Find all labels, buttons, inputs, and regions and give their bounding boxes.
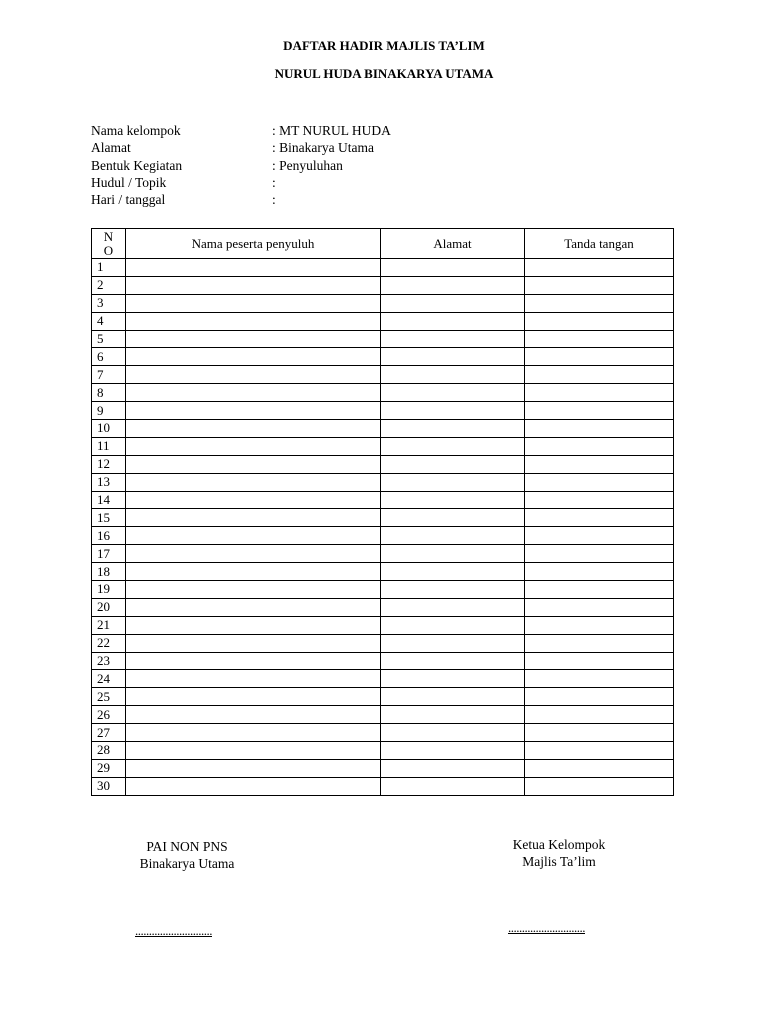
tanda-tangan-cell [525,455,674,473]
nama-cell [126,545,381,563]
table-row [92,294,674,312]
alamat-cell [381,616,525,634]
no-cell: 26 [92,706,126,724]
tanda-tangan-cell [525,742,674,760]
no-cell: 11 [92,437,126,455]
tanda-tangan-cell [525,598,674,616]
nama-cell [126,473,381,491]
table-row [92,509,674,527]
no-cell: 28 [92,742,126,760]
signature-right [484,836,634,870]
nama-cell [126,598,381,616]
alamat-cell [381,437,525,455]
tanda-tangan-cell [525,724,674,742]
info-label: Bentuk Kegiatan [91,157,183,173]
tanda-tangan-cell [525,259,674,277]
table-row [92,652,674,670]
table-row [92,312,674,330]
table-row [92,437,674,455]
alamat-cell [381,473,525,491]
nama-cell [126,330,381,348]
table-row [92,420,674,438]
alamat-cell [381,777,525,795]
nama-cell [126,294,381,312]
info-value: : Binakarya Utama [272,140,374,156]
signature-right-line: ............................ [508,920,585,935]
nama-cell [126,384,381,402]
nama-cell [126,312,381,330]
document-subtitle: NURUL HUDA BINAKARYA UTAMA [274,66,494,81]
table-row [92,759,674,777]
no-cell: 30 [92,777,126,795]
tanda-tangan-cell [525,527,674,545]
nama-cell [126,706,381,724]
alamat-cell [381,581,525,599]
info-row-alamat [91,139,391,156]
document-title: DAFTAR HADIR MAJLIS TA’LIM [283,38,485,53]
tanda-tangan-cell [525,759,674,777]
column-header-no: NO [92,229,126,259]
nama-cell [126,420,381,438]
no-cell: 15 [92,509,126,527]
alamat-cell [381,330,525,348]
alamat-cell [381,652,525,670]
nama-cell [126,777,381,795]
table-row [92,598,674,616]
signature-left-subtitle: Binakarya Utama [139,856,235,871]
alamat-cell [381,634,525,652]
no-cell: 5 [92,330,126,348]
info-row-nama-kelompok [91,122,391,139]
signature-left-line: ............................ [135,923,212,938]
table-row [92,724,674,742]
info-label: Nama kelompok [91,123,181,138]
signature-left [112,838,262,872]
table-row [92,348,674,366]
no-cell: 3 [92,294,126,312]
alamat-cell [381,491,525,509]
info-block [91,122,391,208]
tanda-tangan-cell [525,706,674,724]
alamat-cell [381,563,525,581]
nama-cell [126,563,381,581]
nama-cell [126,276,381,294]
column-header-tanda-tangan: Tanda tangan [525,229,674,259]
no-cell: 29 [92,759,126,777]
table-row [92,616,674,634]
table-row [92,742,674,760]
info-label: Hari / tanggal [91,192,166,208]
no-cell: 14 [92,491,126,509]
table-row [92,688,674,706]
tanda-tangan-cell [525,652,674,670]
alamat-cell [381,402,525,420]
no-cell: 20 [92,598,126,616]
table-body [92,259,674,796]
tanda-tangan-cell [525,688,674,706]
no-cell: 2 [92,276,126,294]
info-label: Alamat [91,140,131,156]
no-cell: 27 [92,724,126,742]
attendance-table [91,228,674,796]
alamat-cell [381,706,525,724]
table-row [92,402,674,420]
alamat-cell [381,276,525,294]
no-cell: 19 [92,581,126,599]
no-cell: 6 [92,348,126,366]
alamat-cell [381,294,525,312]
table-row [92,259,674,277]
nama-cell [126,724,381,742]
alamat-cell [381,348,525,366]
table-row [92,366,674,384]
nama-cell [126,759,381,777]
table-row [92,670,674,688]
nama-cell [126,509,381,527]
tanda-tangan-cell [525,616,674,634]
tanda-tangan-cell [525,384,674,402]
nama-cell [126,688,381,706]
tanda-tangan-cell [525,473,674,491]
nama-cell [126,581,381,599]
nama-cell [126,670,381,688]
table-row [92,706,674,724]
info-row-hari-tanggal [91,191,391,208]
alamat-cell [381,670,525,688]
tanda-tangan-cell [525,402,674,420]
alamat-cell [381,420,525,438]
nama-cell [126,437,381,455]
tanda-tangan-cell [525,437,674,455]
nama-cell [126,455,381,473]
info-value: : [272,174,276,190]
alamat-cell [381,259,525,277]
tanda-tangan-cell [525,670,674,688]
no-cell: 9 [92,402,126,420]
tanda-tangan-cell [525,634,674,652]
no-cell: 25 [92,688,126,706]
no-cell: 12 [92,455,126,473]
tanda-tangan-cell [525,366,674,384]
info-value: : MT NURUL HUDA [272,123,391,138]
no-cell: 16 [92,527,126,545]
no-cell: 4 [92,312,126,330]
tanda-tangan-cell [525,563,674,581]
table-row [92,473,674,491]
nama-cell [126,634,381,652]
nama-cell [126,402,381,420]
signature-right-subtitle: Majlis Ta’lim [522,854,596,869]
table-row [92,491,674,509]
column-header-nama: Nama peserta penyuluh [126,229,381,259]
table-row [92,455,674,473]
table-header-row [92,229,674,259]
alamat-cell [381,598,525,616]
signature-right-title: Ketua Kelompok [512,837,606,852]
table-row [92,581,674,599]
alamat-cell [381,312,525,330]
nama-cell [126,259,381,277]
info-row-hudul-topik [91,174,391,191]
no-cell: 22 [92,634,126,652]
nama-cell [126,652,381,670]
column-header-alamat: Alamat [381,229,525,259]
table-row [92,563,674,581]
table-row [92,777,674,795]
alamat-cell [381,509,525,527]
nama-cell [126,491,381,509]
alamat-cell [381,724,525,742]
no-cell: 1 [92,259,126,277]
tanda-tangan-cell [525,276,674,294]
info-value: : [272,192,276,208]
table-row [92,545,674,563]
tanda-tangan-cell [525,348,674,366]
tanda-tangan-cell [525,420,674,438]
no-cell: 7 [92,366,126,384]
no-cell: 8 [92,384,126,402]
alamat-cell [381,366,525,384]
no-cell: 10 [92,420,126,438]
table-row [92,276,674,294]
info-label: Hudul / Topik [91,174,167,190]
nama-cell [126,348,381,366]
tanda-tangan-cell [525,509,674,527]
nama-cell [126,616,381,634]
no-cell: 17 [92,545,126,563]
no-cell: 23 [92,652,126,670]
no-cell: 21 [92,616,126,634]
tanda-tangan-cell [525,545,674,563]
tanda-tangan-cell [525,294,674,312]
info-value: : Penyuluhan [272,157,343,173]
alamat-cell [381,527,525,545]
nama-cell [126,527,381,545]
alamat-cell [381,759,525,777]
signature-left-title: PAI NON PNS [146,839,228,854]
nama-cell [126,742,381,760]
tanda-tangan-cell [525,312,674,330]
no-cell: 18 [92,563,126,581]
alamat-cell [381,545,525,563]
table-row [92,527,674,545]
tanda-tangan-cell [525,491,674,509]
tanda-tangan-cell [525,330,674,348]
tanda-tangan-cell [525,777,674,795]
no-cell: 13 [92,473,126,491]
alamat-cell [381,384,525,402]
info-row-bentuk-kegiatan [91,157,391,174]
nama-cell [126,366,381,384]
alamat-cell [381,742,525,760]
no-cell: 24 [92,670,126,688]
table-row [92,384,674,402]
alamat-cell [381,688,525,706]
table-row [92,330,674,348]
alamat-cell [381,455,525,473]
table-row [92,634,674,652]
tanda-tangan-cell [525,581,674,599]
